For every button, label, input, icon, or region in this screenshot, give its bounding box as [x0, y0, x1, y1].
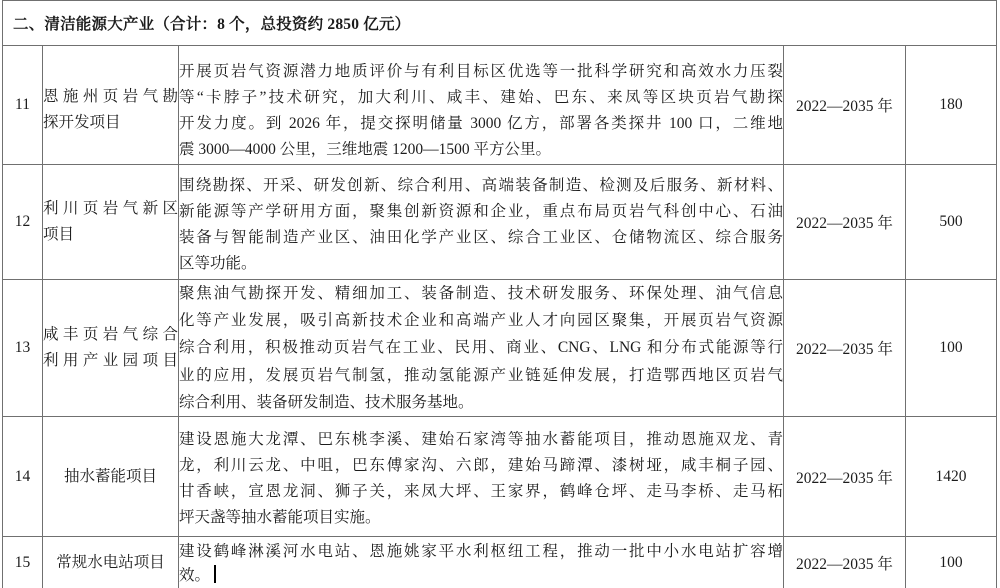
period-text: 2022—2035 年: [796, 215, 893, 232]
row-number: 12: [14, 213, 31, 230]
investment-amount: 180: [939, 96, 963, 113]
period-cell[interactable]: [784, 417, 906, 537]
investment-amount: 100: [939, 339, 963, 356]
description-line: 聚焦油气勘探开发、精细加工、装备制造、技术研发服务、环保处理、油气信息: [179, 285, 783, 302]
section-header-title: 二、清洁能源大产业（合计：8 个，总投资约 2850 亿元）: [13, 16, 411, 33]
description-line: 化等产业发展，吸引高新技术企业和高端产业人才向园区聚集，开展页岩气资源: [179, 312, 783, 330]
description-line: 建设鹤峰淋溪河水电站、恩施姚家平水利枢纽工程，推动一批中小水电站扩容增: [179, 543, 783, 561]
project-description-cell[interactable]: [179, 165, 784, 280]
project-table: [2, 0, 997, 588]
description-line: 龙，利川云龙、中咀，巴东傅家沟、六郎，建始马蹄潭、漆树垭，咸丰桐子园、: [179, 456, 783, 474]
section-header-row: [3, 1, 997, 46]
table-row: [3, 46, 997, 165]
description-line: 等“卡脖子”技术研究，加大利川、咸丰、建始、巴东、来凤等区块页岩气勘探: [179, 89, 783, 106]
text-cursor: [214, 565, 216, 583]
investment-cell[interactable]: [906, 165, 997, 280]
row-number-cell[interactable]: [3, 165, 43, 280]
row-number: 11: [15, 96, 30, 113]
project-name-line: 恩施州页岩气勘: [43, 88, 178, 105]
project-name-cell[interactable]: [43, 46, 179, 165]
table-row: [3, 280, 997, 417]
project-name-cell[interactable]: [43, 417, 179, 537]
section-header-cell[interactable]: [3, 1, 997, 46]
description-line: 围绕勘探、开采、研发创新、综合利用、高端装备制造、检测及后服务、新材料、: [179, 177, 783, 194]
project-description-cell[interactable]: [179, 417, 784, 537]
project-name-line: 常规水电站项目: [56, 553, 165, 571]
period-text: 2022—2035 年: [796, 98, 893, 115]
project-name-cell[interactable]: [43, 165, 179, 280]
table-row: [3, 165, 997, 280]
project-name-cell[interactable]: [43, 537, 179, 588]
description-line: 开发力度。到 2026 年，提交探明储量 3000 亿方，部署各类探井 100 口，二维地: [179, 115, 783, 132]
period-cell[interactable]: [784, 280, 906, 417]
row-number-cell[interactable]: [3, 280, 43, 417]
period-text: 2022—2035 年: [796, 341, 893, 358]
investment-amount: 100: [939, 553, 963, 571]
investment-cell[interactable]: [906, 280, 997, 417]
period-cell[interactable]: [784, 537, 906, 588]
project-name-line: 项目: [43, 226, 75, 243]
description-line: 甘香峡，宣恩龙洞、狮子关，来凤大坪、王家界，鹤峰仓坪、走马李桥、走马柘: [179, 482, 783, 500]
investment-amount: 500: [939, 213, 963, 230]
project-name-line: 利川页岩气新区: [43, 200, 178, 217]
row-number-cell[interactable]: [3, 417, 43, 537]
description-line: 综合利用，积极推动页岩气在工业、民用、商业、CNG、LNG 和分布式能源等行: [179, 339, 783, 357]
description-line: 开展页岩气资源潜力地质评价与有利目标区优选等一批科学研究和高效水力压裂: [179, 63, 783, 80]
description-line: 建设恩施大龙潭、巴东桃李溪、建始石家湾等抽水蓄能项目，推动恩施双龙、青: [179, 430, 783, 448]
description-line: 新能源等产学研用方面，聚集创新资源和企业，重点布局页岩气科创中心、石油: [179, 203, 783, 220]
project-name-cell[interactable]: [43, 280, 179, 417]
period-cell[interactable]: [784, 165, 906, 280]
project-name-line: 咸丰页岩气综合: [43, 326, 178, 343]
period-text: 2022—2035 年: [796, 469, 893, 487]
table-row: [3, 537, 997, 588]
description-line: 震 3000—4000 公里，三维地震 1200—1500 平方公里。: [179, 141, 552, 158]
project-name-line: 抽水蓄能项目: [63, 467, 157, 485]
row-number-cell[interactable]: [3, 537, 43, 588]
period-text: 2022—2035 年: [796, 555, 893, 573]
description-line-with-cursor: [179, 564, 783, 588]
project-description-cell[interactable]: [179, 46, 784, 165]
investment-cell[interactable]: [906, 417, 997, 537]
row-number-cell[interactable]: [3, 46, 43, 165]
row-number: 13: [14, 339, 31, 356]
row-number: 14: [14, 467, 31, 485]
description-line: 效。: [179, 567, 211, 585]
description-line: 区等功能。: [179, 255, 257, 272]
investment-cell[interactable]: [906, 537, 997, 588]
project-description-cell[interactable]: [179, 280, 784, 417]
row-number: 15: [14, 553, 31, 571]
project-name-line: 探开发项目: [43, 114, 121, 131]
project-description-cell[interactable]: [179, 537, 784, 588]
description-line: 业的应用，发展页岩气制氢，推动氢能源产业链延伸发展，打造鄂西地区页岩气: [179, 366, 783, 384]
project-name-line: 利用产业园项目: [43, 352, 178, 369]
table-row: [3, 417, 997, 537]
investment-amount: 1420: [935, 467, 967, 485]
description-line: 坪天盏等抽水蓄能项目实施。: [179, 508, 381, 526]
period-cell[interactable]: [784, 46, 906, 165]
description-line: 装备与智能制造产业区、油田化学产业区、综合工业区、仓储物流区、综合服务: [179, 229, 783, 246]
investment-cell[interactable]: [906, 46, 997, 165]
description-line: 综合利用、装备研发制造、技术服务基地。: [179, 393, 474, 411]
